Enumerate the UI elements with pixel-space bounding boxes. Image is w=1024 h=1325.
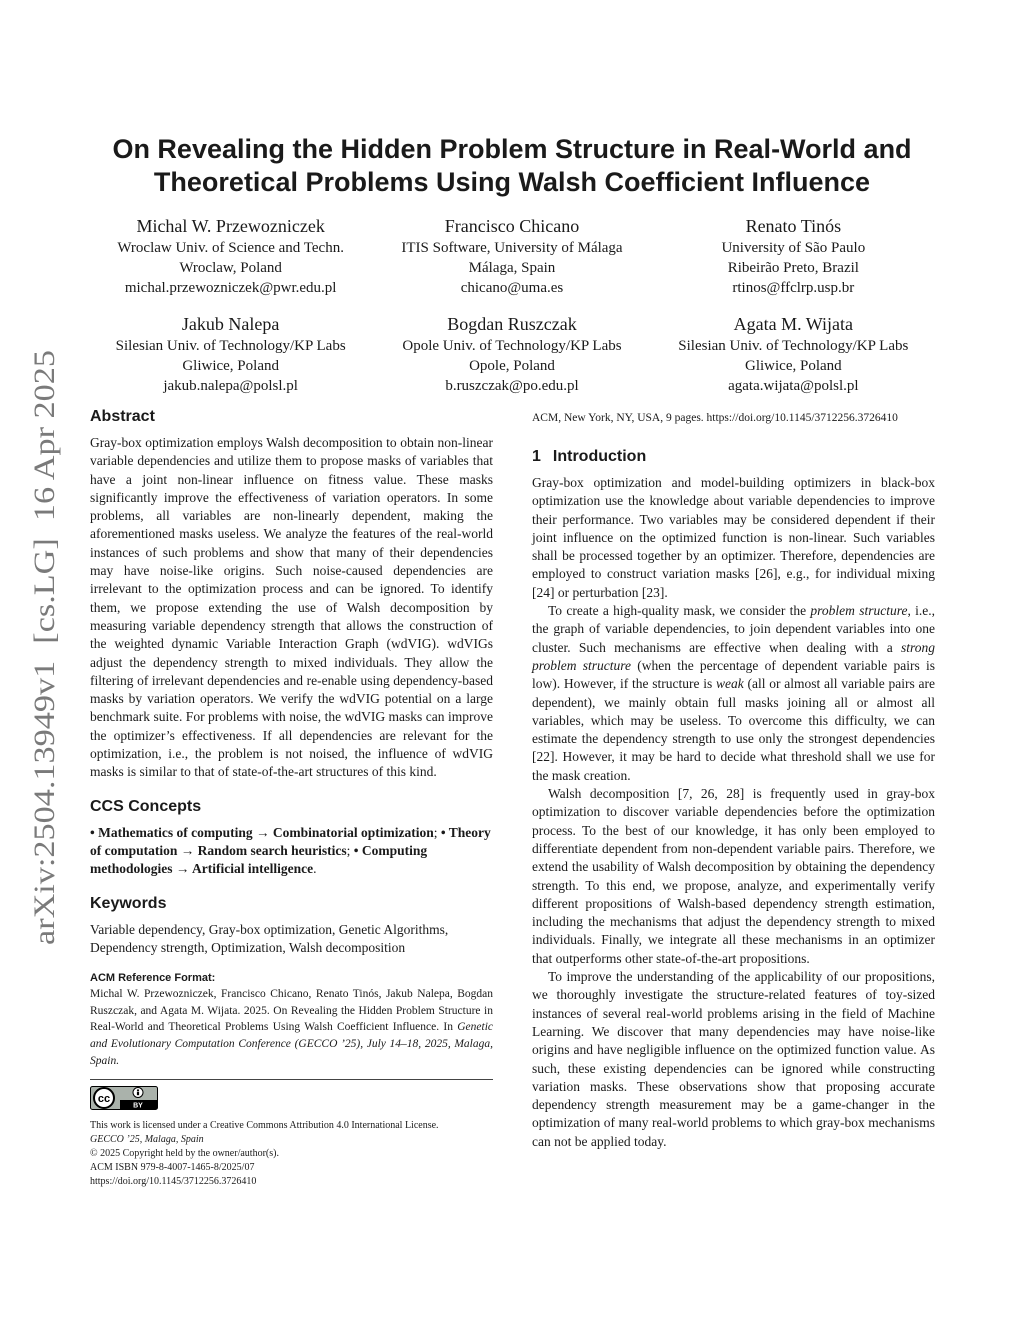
- ccs-target-3: Artificial intelligence: [192, 861, 314, 877]
- intro-p2-emphasis: problem structure: [810, 603, 908, 619]
- cc-by-license-icon: [90, 1086, 158, 1110]
- introduction-heading: [532, 446, 935, 468]
- intro-p2-emphasis: strong problem structure: [532, 639, 936, 673]
- paper-title: On Revealing the Hidden Problem Structure in Real-World and Theoretical Problems Using Walsh Coefficient Influence: [112, 134, 912, 197]
- abstract-heading: Abstract: [90, 408, 155, 425]
- arxiv-stamp: [14, 350, 74, 945]
- author-location: Ribeirão Preto, Brazil: [727, 260, 859, 276]
- author-affiliation: Wroclaw Univ. of Science and Techn.: [117, 240, 344, 256]
- intro-p2-part: (all or almost all variable pairs are dependent), we mainly obtain full masks joining all or almost all variables, which may be useless. To overcome this difficulty, we can estimate the dependency strength to use only the strongest dependencies [22]. However, it may be hard to decide what threshold shall we use for the mask creation.: [532, 676, 935, 783]
- ccs-concepts: • Mathematics of computing → Combinatorial optimization; • Theory of computation → Random search heuristics; • Computing methodologies → Artificial intelligence.: [90, 824, 491, 877]
- ccs-heading: CCS Concepts: [90, 797, 202, 815]
- author-email[interactable]: rtinos@ffclrp.usp.br: [732, 280, 855, 296]
- acm-reference-tail: ACM, New York, NY, USA, 9 pages. https://doi.org/10.1145/3712256.3726410: [532, 412, 898, 424]
- license-divider: [90, 1079, 493, 1080]
- acm-reference-heading: ACM Reference Format:: [90, 972, 216, 985]
- author-location: Gliwice, Poland: [182, 358, 279, 374]
- author-card: [90, 312, 371, 396]
- section-title: Introduction: [552, 448, 647, 465]
- author-email[interactable]: b.ruszczak@po.edu.pl: [445, 378, 579, 394]
- intro-paragraph-1: Gray-box optimization and model-building optimizers in black-box optimization use the knowledge about variable dependencies to improve their performance. Two variables may be considered dependent if their joint influence on the optimized function is non-linear. Such variables shall be processed together by an optimizer. Therefore, dependencies are employed to construct variation masks [26], e.g., for individual mixing [24] or perturbation [23].: [532, 475, 935, 600]
- acm-reference-venue: Genetic and Evolutionary Computation Conference (GECCO ’25), July 14–18, 2025, Malaga, Spain.: [90, 1021, 494, 1067]
- left-column: [90, 406, 493, 1189]
- ccs-bullet-1: Mathematics of computing: [98, 824, 253, 840]
- license-line: This work is licensed under a Creative Commons Attribution 4.0 International License.: [90, 1120, 439, 1132]
- cc-icon-label: cc: [97, 1093, 111, 1106]
- author-name: Renato Tinós: [745, 216, 842, 236]
- ccs-target-1: Combinatorial optimization: [272, 824, 434, 840]
- section-number: 1: [532, 448, 541, 465]
- author-location: Málaga, Spain: [468, 260, 556, 276]
- author-name: Jakub Nalepa: [181, 314, 280, 334]
- keywords-text: Variable dependency, Gray-box optimization, Genetic Algorithms, Dependency strength, Optimization, Walsh decomposition: [90, 921, 449, 955]
- acm-reference-continued: [532, 410, 935, 426]
- author-affiliation: ITIS Software, University of Málaga: [401, 240, 623, 256]
- author-email[interactable]: michal.przewozniczek@pwr.edu.pl: [124, 280, 337, 296]
- author-name: Francisco Chicano: [444, 216, 580, 236]
- author-name: Bogdan Ruszczak: [447, 314, 577, 334]
- author-affiliation: University of São Paulo: [721, 240, 866, 256]
- author-affiliation: Silesian Univ. of Technology/KP Labs: [678, 338, 909, 354]
- ccs-bullet-2: Theory of computation: [90, 824, 491, 858]
- intro-p2-part: (when the percentage of dependent variable pairs is low). However, if the structure is: [532, 657, 935, 692]
- license-doi[interactable]: https://doi.org/10.1145/3712256.3726410: [90, 1176, 257, 1188]
- keywords-heading: Keywords: [90, 894, 167, 912]
- author-block-row1: [90, 214, 934, 298]
- author-card: [371, 214, 652, 298]
- abstract-text: Gray-box optimization employs Walsh decomposition to obtain non-linear variable dependencies and utilize them to propose masks of variables that have a joint non-linear influence on fitness value. These masks significantly improve the effectiveness of variation operators. In some problems, all variables are non-linearly dependent, making the aforementioned masks useless. We analyze the features of the real-world instances of such problems and show that many of their dependencies may have noise-like origins. Such noise-caused dependencies are irrelevant to the optimization process and can be ignored. To identify them, we propose extending the use of Walsh decomposition by measuring variable dependency strength that allows the construction of the weighted dynamic Variable Interaction Graph (wdVIG). wdVIGs adjust the dependency strength to mixed individuals. They allow the filtering of irrelevant dependencies and re-enable using dependency-based masks by variation operators. We verify the wdVIG potential on a large benchmark suite. For problems with noise, the wdVIG masks can improve the optimizer’s effectiveness. If all dependencies are relevant for the optimization, i.e., the problem is not noised, the influence of wdVIG masks is similar to that of state-of-the-art structures of this kind.: [90, 435, 493, 780]
- author-email[interactable]: jakub.nalepa@polsl.pl: [163, 378, 298, 394]
- author-location: Opole, Poland: [469, 358, 555, 374]
- ccs-target-2: Random search heuristics: [197, 842, 347, 858]
- intro-p2-emphasis: weak: [715, 676, 744, 692]
- author-location: Gliwice, Poland: [745, 358, 842, 374]
- acm-reference-text: [90, 986, 493, 1069]
- author-affiliation: Silesian Univ. of Technology/KP Labs: [115, 338, 346, 354]
- intro-paragraph-2: [532, 602, 935, 785]
- author-card: [653, 214, 934, 298]
- intro-p2-part: , i.e., the graph of variable dependencies, to join dependent variables into one cluster. Such mechanisms are effective when dealing with a: [532, 603, 935, 655]
- author-name: Agata M. Wijata: [733, 314, 854, 334]
- acm-reference-main: Michal W. Przewozniczek, Francisco Chicano, Renato Tinós, Jakub Nalepa, Bogdan Ruszczak, and Agata M. Wijata. 2025. On Revealing the Hidden Problem Structure in Real-World and Theoretical Problems Using Walsh Coefficient Influence. In: [90, 988, 493, 1034]
- author-email[interactable]: chicano@uma.es: [460, 280, 564, 296]
- arxiv-stamp-text: arXiv:2504.13949v1 [cs.LG] 16 Apr 2025: [28, 423, 61, 945]
- author-card: [653, 312, 934, 396]
- cc-by-label: BY: [133, 1102, 143, 1110]
- license-isbn: ACM ISBN 979-8-4007-1465-8/2025/07: [90, 1162, 255, 1174]
- author-location: Wroclaw, Poland: [179, 260, 282, 276]
- author-card: [90, 214, 371, 298]
- intro-paragraph-3: Walsh decomposition [7, 26, 28] is frequently used in gray-box optimization to discover variable dependencies before the optimization process. To the best of our knowledge, it has only been employed to differentiate dependent from non-dependent variable pairs. Therefore, we extend the usability of Walsh decomposition by obtaining the dependency strength. To this end, we propose, analyze, and experimentally verify different propositions of Walsh-based dependency strength estimation, including the mechanisms that adjust the dependency strength to mixed individuals. Finally, we integrate all these mechanisms in an optimizer that outperforms other state-of-the-art propositions.: [532, 786, 935, 966]
- author-card: [371, 312, 652, 396]
- right-column: [532, 410, 935, 1151]
- author-email[interactable]: agata.wijata@polsl.pl: [728, 378, 859, 394]
- author-block-row2: [90, 312, 934, 396]
- author-name: Michal W. Przewozniczek: [136, 216, 325, 236]
- ccs-bullet-3: Computing methodologies: [90, 842, 428, 877]
- license-block: [90, 1119, 493, 1189]
- intro-p2-part: To create a high-quality mask, we consider the: [548, 603, 807, 619]
- author-affiliation: Opole Univ. of Technology/KP Labs: [402, 338, 622, 354]
- license-copyright: © 2025 Copyright held by the owner/author(s).: [90, 1148, 279, 1160]
- intro-paragraph-4: To improve the understanding of the applicability of our propositions, we thoroughly investigate the structure-related features of toy-sized instances of several real-world problems arising in the field of Machine Learning. We discover that many dependencies may have noise-like origins and have negligible influence on the optimized function value. As such, these existing dependencies can be ignored while constructing variation masks. These observations show that proposing accurate dependency strength measurement may be a game-changer in the optimization of many real-world problems to which gray-box mechanisms can not be applied today.: [532, 969, 935, 1149]
- license-venue: GECCO ’25, Malaga, Spain: [90, 1134, 204, 1146]
